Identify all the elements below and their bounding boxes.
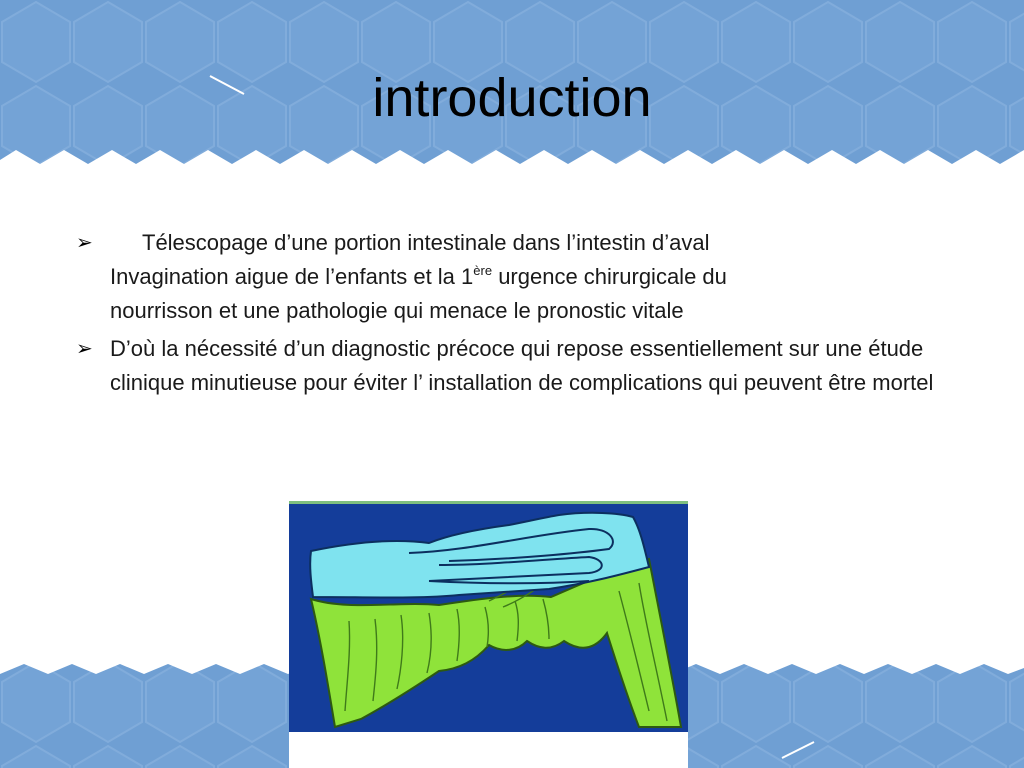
bullet-1-line-3: nourrisson et une pathologie qui menace le pronostic vitale [110,298,684,323]
bullet-1-line-1: Télescopage d’une portion intestinale dans l’intestin d’aval [142,230,710,255]
bullet-item-definition [72,226,972,328]
intussusception-illustration [289,501,688,768]
arrowhead-bullet-icon: ➢ [76,338,93,360]
bullet-item-diagnosis [72,332,972,400]
bullet-1-line-2a: Invagination aigue de l’enfants et la 1 [110,264,474,289]
bullet-2-text: D’où la nécessité d’un diagnostic précoce qui repose essentiellement sur une étude clinique minutieuse pour éviter l’ installation de complications qui peuvent être mortel [110,336,934,395]
arrowhead-bullet-icon: ➢ [76,232,93,254]
bullet-list [72,226,972,404]
slide-title: introduction [372,68,652,128]
bullet-1-superscript: ère [473,263,493,278]
bullet-1-line-2b: urgence chirurgicale du [492,264,727,289]
